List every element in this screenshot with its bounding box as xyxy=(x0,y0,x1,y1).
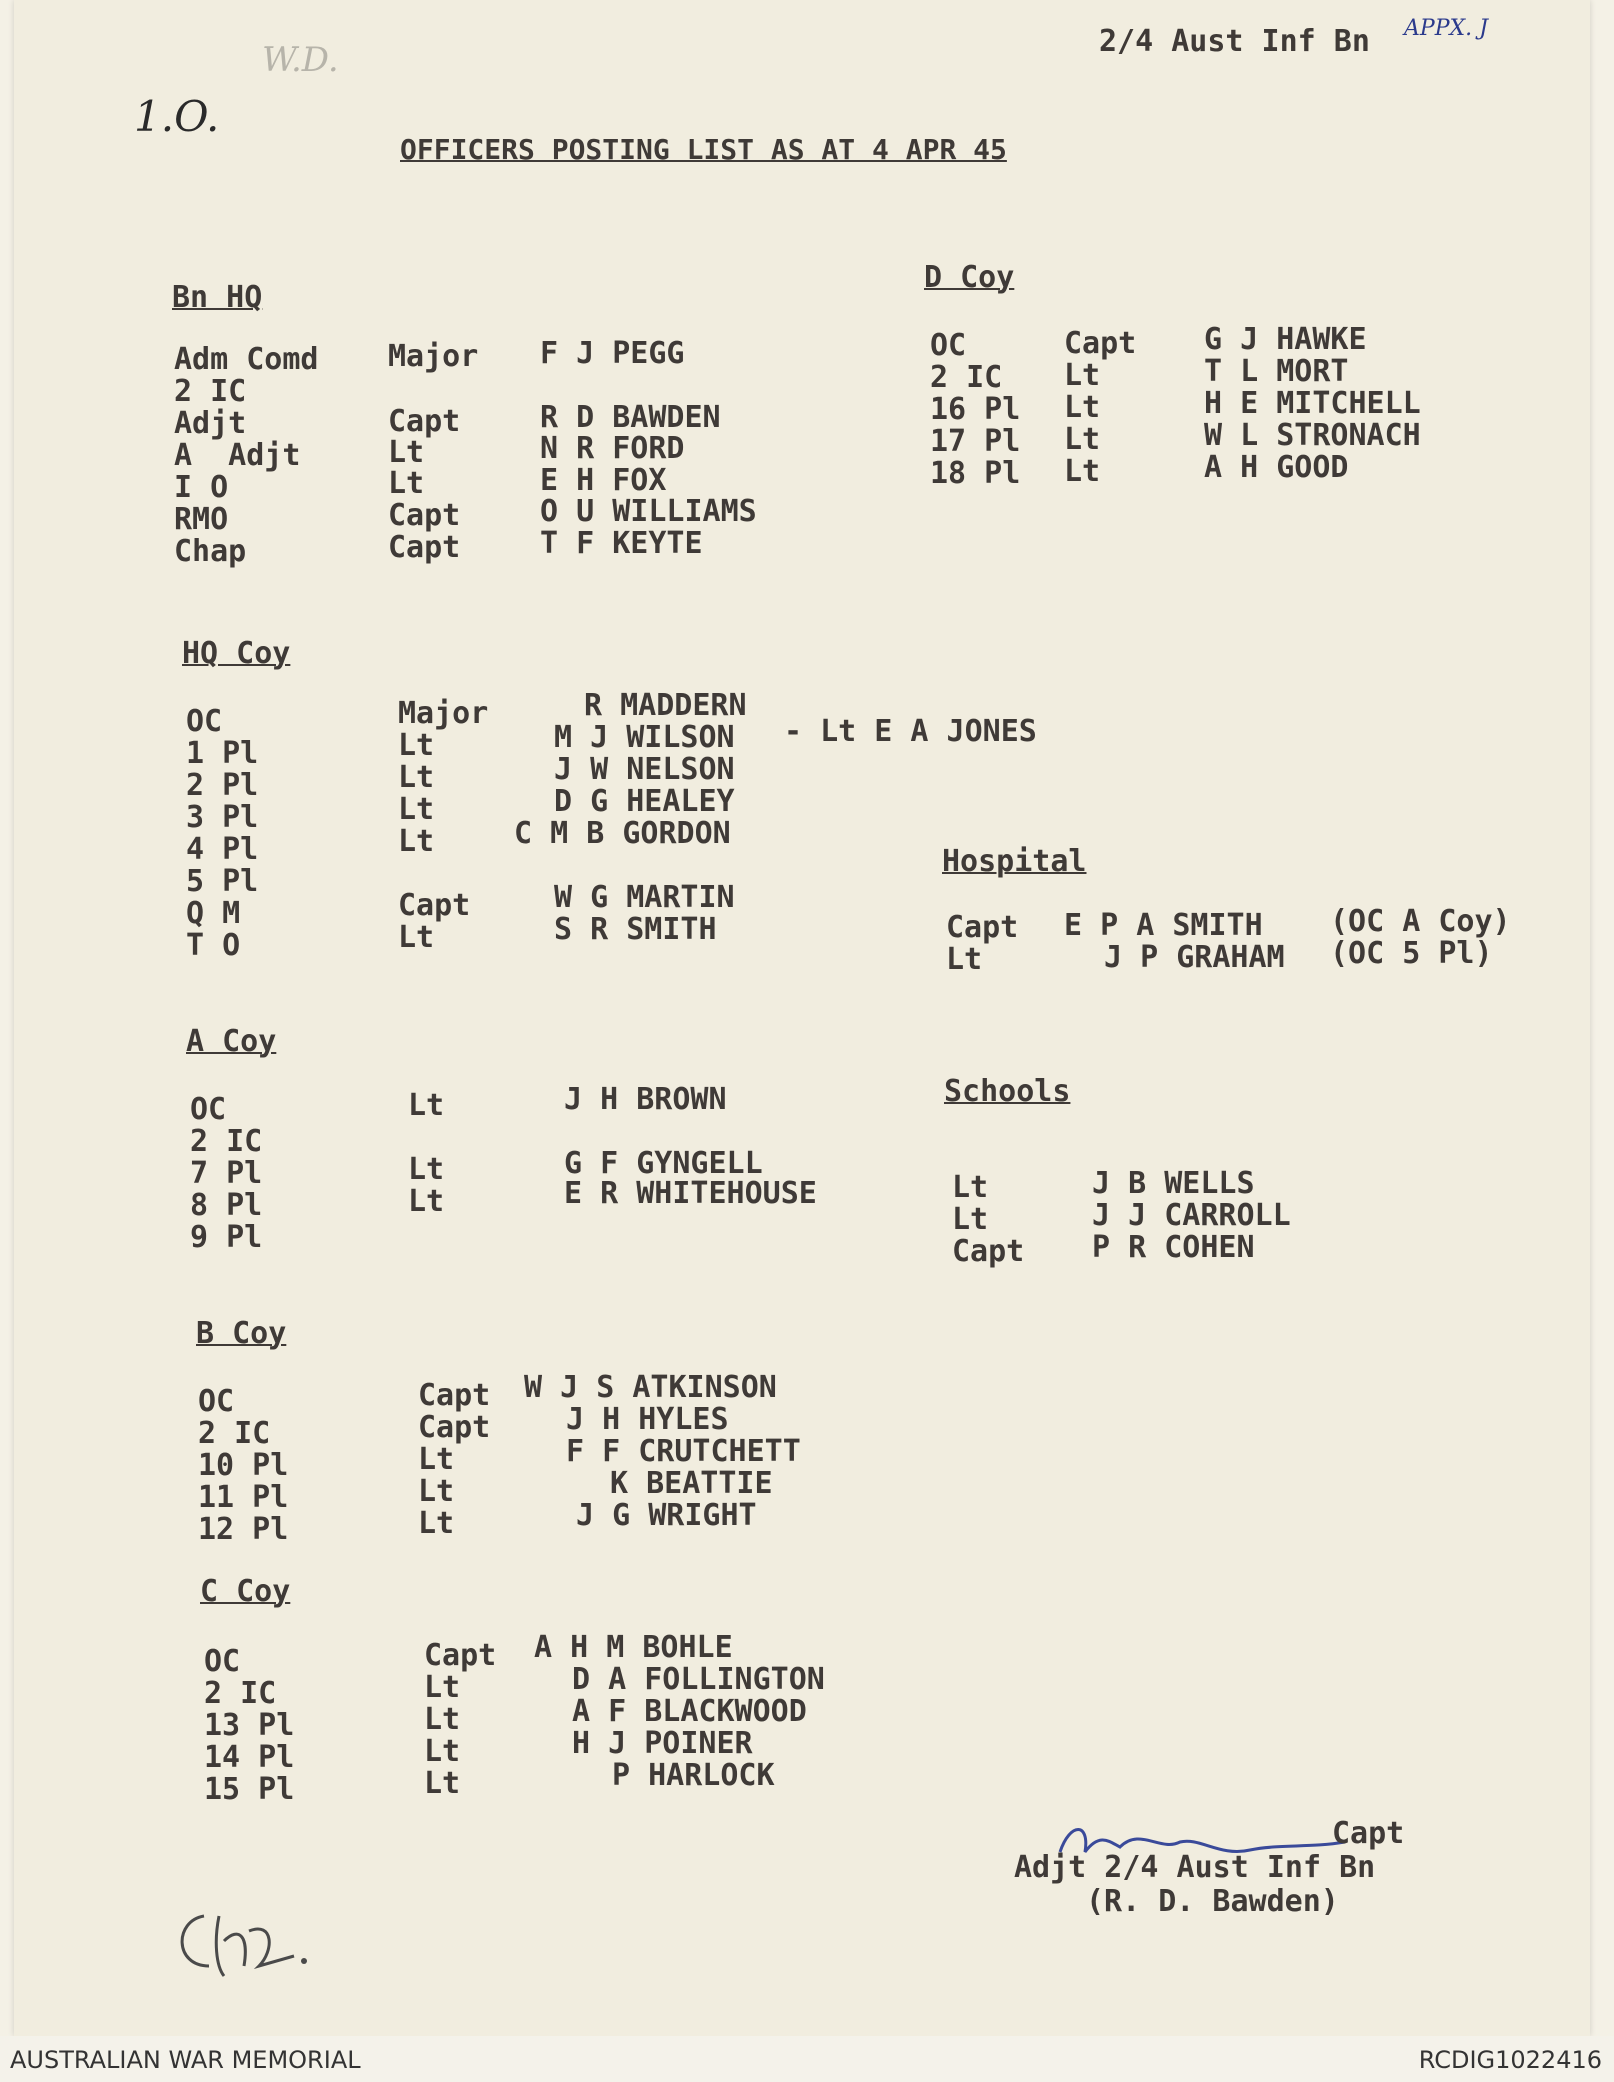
rank: Capt xyxy=(424,1638,497,1673)
officer-name: E P A SMITH xyxy=(1064,908,1263,943)
officer-name: W J S ATKINSON xyxy=(524,1370,777,1405)
officer-name: N R FORD xyxy=(540,431,685,466)
officer-name: E H FOX xyxy=(540,463,667,498)
officer-name: J H BROWN xyxy=(564,1082,727,1117)
officer-name: W L STRONACH xyxy=(1204,418,1421,453)
rank: Capt xyxy=(418,1378,491,1413)
appointment: Adm Comd xyxy=(174,342,319,377)
rank: Lt xyxy=(398,760,435,795)
rank: Major xyxy=(388,339,479,374)
officer-name: J W NELSON xyxy=(554,752,735,787)
officer-name: D A FOLLINGTON xyxy=(572,1662,825,1697)
rank: Lt xyxy=(398,792,435,827)
appointment: 11 Pl xyxy=(198,1480,289,1515)
officer-name: P HARLOCK xyxy=(612,1758,775,1793)
appointment: RMO xyxy=(174,502,229,537)
appendix-mark: APPX. J xyxy=(1404,16,1488,41)
officer-name: P R COHEN xyxy=(1092,1230,1255,1265)
replacement-note: - Lt E A JONES xyxy=(784,714,1037,749)
officer-name: D G HEALEY xyxy=(554,784,735,819)
officer-name: J J CARROLL xyxy=(1092,1198,1291,1233)
officer-name: S R SMITH xyxy=(554,912,717,947)
officer-name: H J POINER xyxy=(572,1726,753,1761)
file-mark: 1.O. xyxy=(134,92,220,141)
officer-name: M J WILSON xyxy=(554,720,735,755)
appointment: 5 Pl xyxy=(186,864,259,899)
officer-name: H E MITCHELL xyxy=(1204,386,1421,421)
rank: Lt xyxy=(1064,358,1101,393)
appointment: 18 Pl xyxy=(930,456,1021,491)
officer-name: R D BAWDEN xyxy=(540,400,721,435)
appointment: 4 Pl xyxy=(186,832,259,867)
rank: Capt xyxy=(388,404,461,439)
appointment: 8 Pl xyxy=(190,1188,263,1223)
officer-name: R MADDERN xyxy=(584,688,747,723)
rank: Lt xyxy=(398,728,435,763)
rank: Lt xyxy=(952,1202,989,1237)
officer-name: J B WELLS xyxy=(1092,1166,1255,1201)
appointment: 14 Pl xyxy=(204,1740,295,1775)
rank: Lt xyxy=(408,1184,445,1219)
appointment: 2 IC xyxy=(930,360,1003,395)
officer-name: E R WHITEHOUSE xyxy=(564,1176,817,1211)
appointment: A Adjt xyxy=(174,438,301,473)
rank: Lt xyxy=(424,1702,461,1737)
rank: Lt xyxy=(388,435,425,470)
signature-title: Adjt 2/4 Aust Inf Bn xyxy=(1014,1850,1376,1885)
officer-name: J G WRIGHT xyxy=(576,1498,757,1533)
officer-name: F J PEGG xyxy=(540,336,685,371)
officer-name: G J HAWKE xyxy=(1204,322,1367,357)
appointment: OC xyxy=(204,1644,241,1679)
rank: Lt xyxy=(418,1474,455,1509)
section-heading-d-coy: D Coy xyxy=(924,260,1015,295)
rank: Capt xyxy=(946,910,1019,945)
rank: Lt xyxy=(408,1152,445,1187)
officer-name: C M B GORDON xyxy=(514,816,731,851)
officer-name: J P GRAHAM xyxy=(1104,940,1285,975)
signature-rank: Capt xyxy=(1332,1816,1405,1851)
footer-institution: AUSTRALIAN WAR MEMORIAL xyxy=(10,2046,361,2074)
unit-header: 2/4 Aust Inf Bn xyxy=(1099,24,1370,59)
appointment: Adjt xyxy=(174,406,247,441)
section-heading-bn-hq: Bn HQ xyxy=(172,280,263,315)
appointment: 9 Pl xyxy=(190,1220,263,1255)
appointment: 2 IC xyxy=(174,374,247,409)
appointment: Chap xyxy=(174,534,247,569)
rank: Lt xyxy=(418,1442,455,1477)
handwritten-initials xyxy=(164,1896,314,1999)
signature-name: (R. D. Bawden) xyxy=(1086,1884,1339,1919)
appointment: OC xyxy=(930,328,967,363)
footer-record-id: RCDIG1022416 xyxy=(1418,2046,1602,2074)
rank: Capt xyxy=(388,498,461,533)
rank: Major xyxy=(398,696,489,731)
document-sheet xyxy=(14,0,1590,2036)
appointment: 1 Pl xyxy=(186,736,259,771)
section-heading-hq-coy: HQ Coy xyxy=(182,636,291,671)
section-heading-a-coy: A Coy xyxy=(186,1024,277,1059)
wd-mark: W.D. xyxy=(262,40,339,80)
rank: Capt xyxy=(398,888,471,923)
appointment: 3 Pl xyxy=(186,800,259,835)
appointment: Q M xyxy=(186,896,241,931)
appointment: I O xyxy=(174,470,229,505)
appointment: OC xyxy=(190,1092,227,1127)
rank: Lt xyxy=(424,1670,461,1705)
rank: Capt xyxy=(1064,326,1137,361)
officer-name: T L MORT xyxy=(1204,354,1349,389)
rank: Lt xyxy=(952,1170,989,1205)
archive-footer xyxy=(0,2036,1614,2082)
posting-note: (OC 5 Pl) xyxy=(1330,936,1493,971)
rank: Lt xyxy=(418,1506,455,1541)
appointment: 2 IC xyxy=(204,1676,277,1711)
officer-name: O U WILLIAMS xyxy=(540,494,757,529)
officer-name: F F CRUTCHETT xyxy=(566,1434,801,1469)
appointment: 16 Pl xyxy=(930,392,1021,427)
officer-name: J H HYLES xyxy=(566,1402,729,1437)
appointment: OC xyxy=(186,704,223,739)
officer-name: T F KEYTE xyxy=(540,526,703,561)
rank: Lt xyxy=(1064,390,1101,425)
section-heading-schools: Schools xyxy=(944,1074,1071,1109)
rank: Lt xyxy=(946,942,983,977)
officer-name: G F GYNGELL xyxy=(564,1146,763,1181)
appointment: 2 Pl xyxy=(186,768,259,803)
officer-name: A F BLACKWOOD xyxy=(572,1694,807,1729)
rank: Lt xyxy=(1064,454,1101,489)
page-title: OFFICERS POSTING LIST AS AT 4 APR 45 xyxy=(400,133,1007,166)
section-heading-b-coy: B Coy xyxy=(196,1316,287,1351)
appointment: 17 Pl xyxy=(930,424,1021,459)
rank: Lt xyxy=(398,824,435,859)
appointment: 10 Pl xyxy=(198,1448,289,1483)
rank: Lt xyxy=(424,1766,461,1801)
appointment: OC xyxy=(198,1384,235,1419)
rank: Lt xyxy=(388,466,425,501)
officer-name: A H M BOHLE xyxy=(534,1630,733,1665)
rank: Lt xyxy=(1064,422,1101,457)
appointment: 7 Pl xyxy=(190,1156,263,1191)
rank: Lt xyxy=(398,920,435,955)
officer-name: K BEATTIE xyxy=(610,1466,773,1501)
officer-name: W G MARTIN xyxy=(554,880,735,915)
rank: Capt xyxy=(418,1410,491,1445)
appointment: 15 Pl xyxy=(204,1772,295,1807)
rank: Capt xyxy=(952,1234,1025,1269)
officer-name: A H GOOD xyxy=(1204,450,1349,485)
rank: Lt xyxy=(408,1088,445,1123)
rank: Lt xyxy=(424,1734,461,1769)
appointment: T O xyxy=(186,928,241,963)
appointment: 12 Pl xyxy=(198,1512,289,1547)
posting-note: (OC A Coy) xyxy=(1330,904,1511,939)
appointment: 13 Pl xyxy=(204,1708,295,1743)
section-heading-hospital: Hospital xyxy=(942,844,1087,879)
section-heading-c-coy: C Coy xyxy=(200,1574,291,1609)
rank: Capt xyxy=(388,530,461,565)
appointment: 2 IC xyxy=(190,1124,263,1159)
appointment: 2 IC xyxy=(198,1416,271,1451)
